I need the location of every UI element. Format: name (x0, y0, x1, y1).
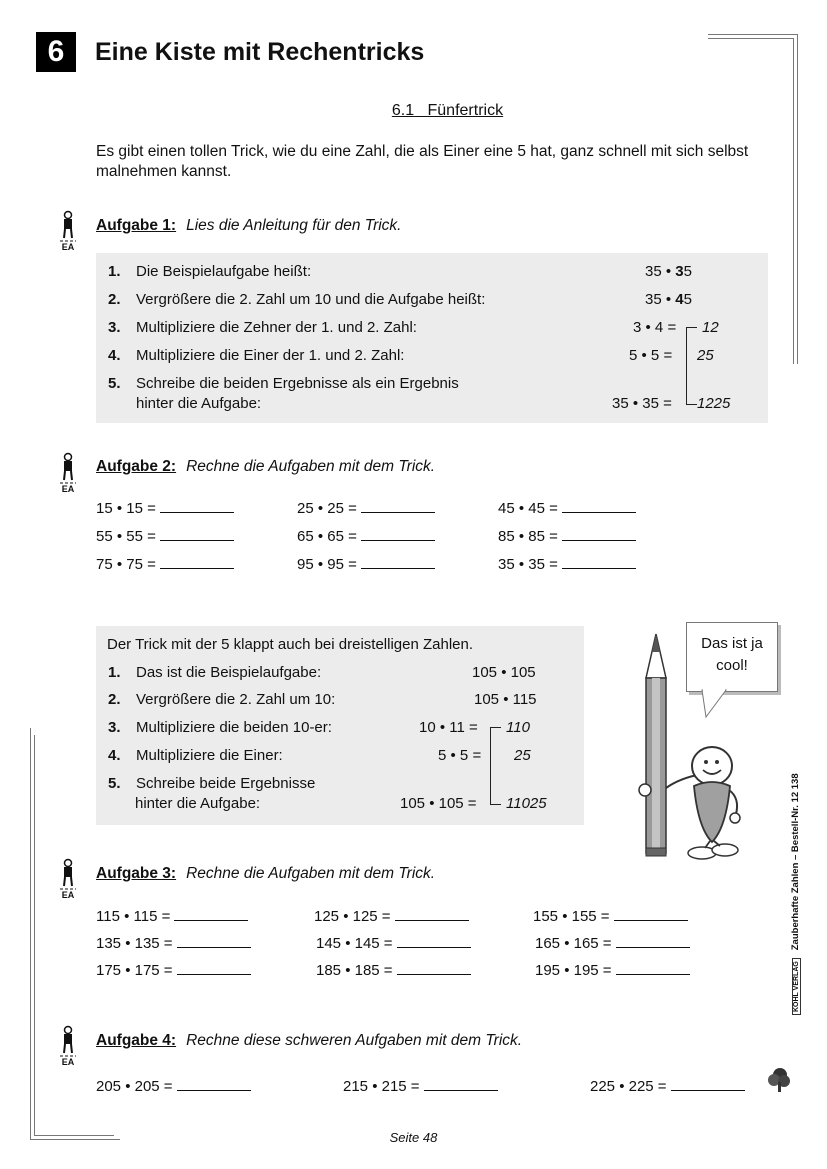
ea-badge (53, 858, 83, 900)
intro-text: Es gibt einen tollen Trick, wie du eine Zahl, die als Einer eine 5 hat, ganz schnell mit sich selbst malnehmen kannst. (96, 143, 749, 180)
section-heading (324, 102, 503, 119)
answer-blank[interactable] (614, 906, 688, 921)
task1-step-5: 5. Schreibe die beiden Ergebnisse als ein Ergebnis hinter die Aufgabe: (108, 375, 459, 412)
person-icon (60, 858, 76, 890)
ea-label: EA (61, 484, 75, 494)
answer-blank[interactable] (397, 933, 471, 948)
box2-step-2-math: 105 • 115 (474, 691, 537, 708)
task4-exercise: 205 • 205 = (96, 1076, 251, 1095)
ea-badge (53, 1025, 83, 1067)
answer-blank[interactable] (174, 906, 248, 921)
box2-step-4-math: 5 • 5 = (438, 747, 482, 764)
box2-bracket (490, 727, 501, 805)
answer-blank[interactable] (361, 498, 435, 513)
answer-blank[interactable] (177, 933, 251, 948)
box2-step-1-math: 105 • 105 (472, 664, 536, 681)
speech-bubble-line-2: cool! (716, 657, 748, 674)
box2-step-4: 4. Multipliziere die Einer: (108, 747, 283, 764)
task1-step-2: 2. Vergrößere die 2. Zahl um 10 und die Aufgabe heißt: (108, 291, 486, 308)
publisher-sidebar (790, 773, 801, 1015)
answer-blank[interactable] (160, 526, 234, 541)
box2-step-1: 1. Das ist die Beispielaufgabe: (108, 664, 322, 681)
answer-blank[interactable] (616, 960, 690, 975)
ea-label: EA (61, 242, 75, 252)
answer-blank[interactable] (562, 498, 636, 513)
speech-bubble-tail (700, 689, 730, 719)
task1-instruction: Lies die Anleitung für den Trick. (186, 217, 402, 234)
ea-label: EA (61, 890, 75, 900)
task2-exercise: 55 • 55 = (96, 526, 234, 545)
task1-step-4-math: 5 • 5 = (629, 347, 673, 364)
task4-label: Aufgabe 4: (96, 1032, 177, 1049)
ea-badge (53, 210, 83, 252)
section-title (0, 102, 827, 120)
answer-blank[interactable] (424, 1076, 498, 1091)
publisher-logo-text: KOHL VERLAG (792, 958, 801, 1015)
task3-label: Aufgabe 3: (96, 865, 177, 882)
speech-bubble (686, 622, 778, 692)
frame-top-right (708, 34, 798, 35)
task2-exercise: 15 • 15 = (96, 498, 234, 517)
task4-heading (96, 1032, 522, 1050)
task1-step-5-math: 35 • 35 = (612, 395, 672, 412)
person-icon (60, 452, 76, 484)
frame-right-2 (793, 38, 794, 364)
task2-exercise: 25 • 25 = (297, 498, 435, 517)
page-number: Seite 48 (389, 1130, 438, 1145)
task2-exercise: 65 • 65 = (297, 526, 435, 545)
task1-label: Aufgabe 1: (96, 217, 177, 234)
task2-exercise: 95 • 95 = (297, 554, 435, 573)
task2-label: Aufgabe 2: (96, 458, 177, 475)
task1-step-1: 1. Die Beispielaufgabe heißt: (108, 263, 312, 280)
task4-exercise: 215 • 215 = (343, 1076, 498, 1095)
answer-blank[interactable] (671, 1076, 745, 1091)
person-icon (60, 1025, 76, 1057)
frame-right (797, 34, 798, 364)
box2-step-5-math: 105 • 105 = (400, 795, 477, 812)
task1-step-2-math: 35 • 45 (645, 291, 692, 308)
task1-step-4: 4. Multipliziere die Einer der 1. und 2. Zahl: (108, 347, 405, 364)
task3-exercise: 195 • 195 = (535, 960, 690, 979)
trick-box-heading: Der Trick mit der 5 klappt auch bei dreistelligen Zahlen. (107, 636, 474, 653)
task2-exercise: 85 • 85 = (498, 526, 636, 545)
task4-instruction: Rechne diese schweren Aufgaben mit dem Trick. (186, 1032, 523, 1049)
box2-step-5-result: 11025 (506, 795, 547, 812)
answer-blank[interactable] (361, 526, 435, 541)
task3-instruction: Rechne die Aufgaben mit dem Trick. (186, 865, 436, 882)
task2-exercise: 75 • 75 = (96, 554, 234, 573)
section-name: Fünfertrick (427, 102, 504, 119)
task3-exercise: 145 • 145 = (316, 933, 471, 952)
task1-step-5-result: 1225 (697, 395, 731, 412)
task2-heading (96, 458, 435, 476)
task3-exercise: 175 • 175 = (96, 960, 251, 979)
task1-step-3-math: 3 • 4 = (633, 319, 677, 336)
task3-exercise: 115 • 115 = (96, 906, 248, 925)
answer-blank[interactable] (562, 526, 636, 541)
task1-step-3: 3. Multipliziere die Zehner der 1. und 2. Zahl: (108, 319, 417, 336)
task4-exercise: 225 • 225 = (590, 1076, 745, 1095)
answer-blank[interactable] (616, 933, 690, 948)
box2-step-3-math: 10 • 11 = (419, 719, 478, 736)
answer-blank[interactable] (160, 554, 234, 569)
task3-exercise: 155 • 155 = (533, 906, 688, 925)
publisher-order-text: Zauberhafte Zahlen – Bestell-Nr. 12 138 (790, 773, 801, 951)
task1-step-1-math: 35 • 35 (645, 263, 692, 280)
task1-step-4-result: 25 (697, 347, 714, 364)
answer-blank[interactable] (160, 498, 234, 513)
frame-left-2 (34, 735, 35, 1136)
chapter-title: Eine Kiste mit Rechentricks (95, 38, 425, 66)
box2-step-3: 3. Multipliziere die beiden 10-er: (108, 719, 332, 736)
answer-blank[interactable] (395, 906, 469, 921)
answer-blank[interactable] (361, 554, 435, 569)
frame-left (30, 728, 31, 1140)
box2-step-4-result: 25 (514, 747, 531, 764)
task2-exercise: 35 • 35 = (498, 554, 636, 573)
answer-blank[interactable] (177, 1076, 251, 1091)
person-icon (60, 210, 76, 242)
task2-instruction: Rechne die Aufgaben mit dem Trick. (186, 458, 436, 475)
task1-heading (96, 217, 401, 235)
answer-blank[interactable] (562, 554, 636, 569)
box2-step-5: 5. Schreibe beide Ergebnisse hinter die Aufgabe: (108, 775, 316, 812)
answer-blank[interactable] (397, 960, 471, 975)
task3-exercise: 165 • 165 = (535, 933, 690, 952)
task3-exercise: 185 • 185 = (316, 960, 471, 979)
task3-exercise: 135 • 135 = (96, 933, 251, 952)
task1-step-3-result: 12 (702, 319, 719, 336)
chapter-number: 6 (36, 32, 76, 72)
ea-label: EA (61, 1057, 75, 1067)
task1-bracket (686, 327, 697, 405)
task3-exercise: 125 • 125 = (314, 906, 469, 925)
speech-bubble-line-1: Das ist ja (701, 635, 763, 652)
ea-badge (53, 452, 83, 494)
publisher-tree-icon (764, 1066, 792, 1094)
answer-blank[interactable] (177, 960, 251, 975)
box2-step-3-result: 110 (506, 719, 530, 736)
task2-exercise: 45 • 45 = (498, 498, 636, 517)
task3-heading (96, 865, 435, 883)
frame-top-right-2 (708, 38, 794, 39)
section-number: 6.1 (391, 102, 415, 119)
box2-step-2: 2. Vergrößere die 2. Zahl um 10: (108, 691, 336, 708)
